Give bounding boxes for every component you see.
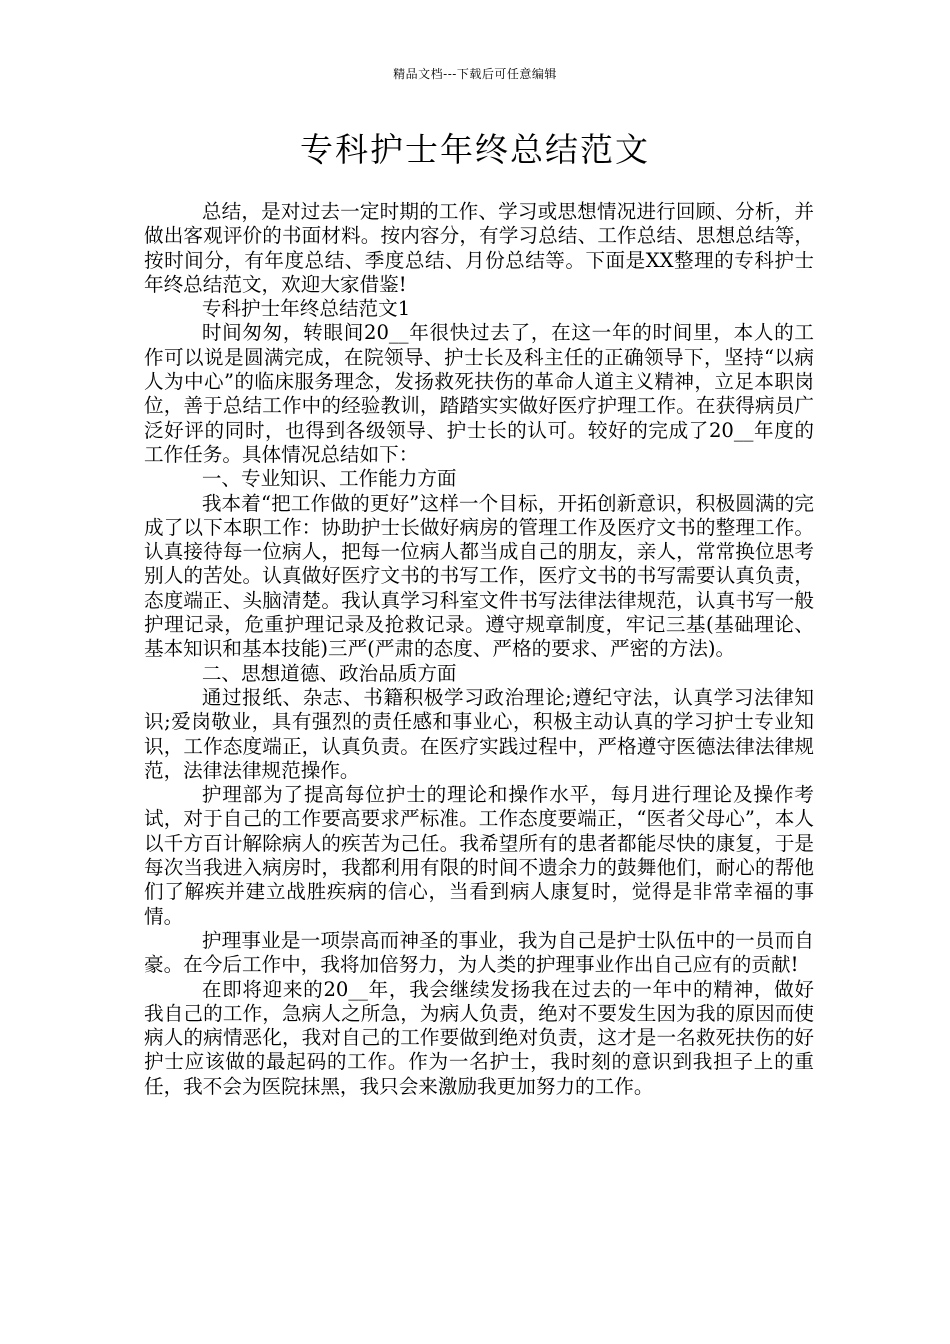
paragraph: 时间匆匆，转眼间20__年很快过去了，在这一年的时间里，本人的工作可以说是圆满完成，在院领导、护士长及科主任的正确领导下，坚持“以病人为中心”的临床服务理念，发扬救死扶伤的革命人道主义精神，立足本职岗位，善于总结工作中的经验教训，踏踏实实做好医疗护理工作。在获得病员广泛好评的同时，也得到各级领导、护士长的认可。较好的完成了20__年度的工作任务。具体情况总结如下： bbox=[144, 321, 814, 466]
document-title: 专科护士年终总结范文 bbox=[300, 130, 650, 169]
header-note: 精品文档---下载后可任意编辑 bbox=[393, 67, 557, 81]
paragraph: 在即将迎来的20__年，我会继续发扬我在过去的一年中的精神，做好我自己的工作，急病人之所急，为病人负责，绝对不要发生因为我的原因而使病人的病情恶化，我对自己的工作要做到绝对负责，这才是一名救死扶伤的好护士应该做的最起码的工作。作为一名护士，我时刻的意识到我担子上的重任，我不会为医院抹黑，我只会来激励我更加努力的工作。 bbox=[144, 977, 814, 1098]
paragraph: 我本着“把工作做的更好”这样一个目标，开拓创新意识，积极圆满的完成了以下本职工作：协助护士长做好病房的管理工作及医疗文书的整理工作。认真接待每一位病人，把每一位病人都当成自己的朋友，亲人，常常换位思考别人的苦处。认真做好医疗文书的书写工作，医疗文书的书写需要认真负责，态度端正、头脑清楚。我认真学习科室文件书写法律法律规范，认真书写一般护理记录，危重护理记录及抢救记录。遵守规章制度，牢记三基(基础理论、基本知识和基本技能)三严(严肃的态度、严格的要求、严密的方法)。 bbox=[144, 491, 814, 661]
section-heading-sample-1: 专科护士年终总结范文1 bbox=[201, 297, 411, 321]
paragraph-intro: 总结，是对过去一定时期的工作、学习或思想情况进行回顾、分析，并做出客观评价的书面材料。按内容分，有学习总结、工作总结、思想总结等，按时间分，有年度总结、季度总结、月份总结等。下面是XX整理的专科护士年终总结范文，欢迎大家借鉴! bbox=[144, 200, 814, 296]
paragraph: 护理事业是一项崇高而神圣的事业，我为自己是护士队伍中的一员而自豪。在今后工作中，我将加倍努力，为人类的护理事业作出自己应有的贡献! bbox=[144, 928, 814, 977]
paragraph: 护理部为了提高每位护士的理论和操作水平，每月进行理论及操作考试，对于自己的工作要高要求严标准。工作态度要端正，“医者父母心”，本人以千方百计解除病人的疾苦为己任。我希望所有的患者都能尽快的康复，于是每次当我进入病房时，我都利用有限的时间不遗余力的鼓舞他们，耐心的帮他们了解疾并建立战胜疾病的信心，当看到病人康复时，觉得是非常幸福的事情。 bbox=[144, 783, 814, 928]
document-body bbox=[144, 200, 814, 1099]
section-heading: 一、专业知识、工作能力方面 bbox=[201, 467, 457, 491]
section-heading: 二、思想道德、政治品质方面 bbox=[201, 661, 457, 685]
paragraph: 通过报纸、杂志、书籍积极学习政治理论;遵纪守法，认真学习法律知识;爱岗敬业，具有强烈的责任感和事业心，积极主动认真的学习护士专业知识，工作态度端正，认真负责。在医疗实践过程中，严格遵守医德法律法律规范，法律法律规范操作。 bbox=[144, 685, 814, 782]
